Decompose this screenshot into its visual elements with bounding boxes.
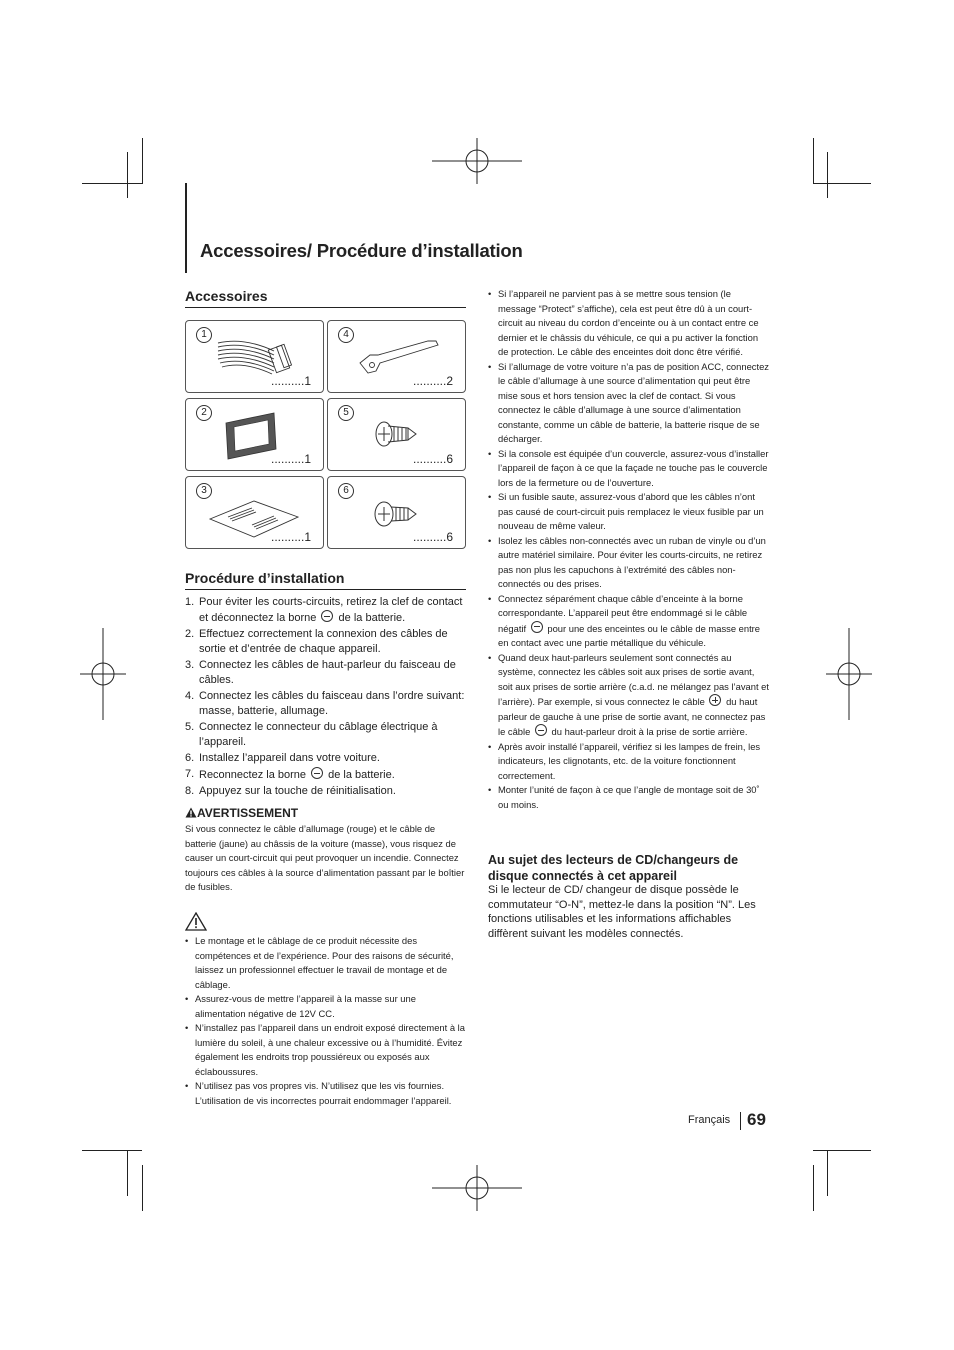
warning-triangle-icon xyxy=(185,807,197,818)
accessory-item-2 xyxy=(185,398,324,471)
footer-separator xyxy=(740,1112,741,1130)
accessory-item-1 xyxy=(185,320,324,393)
installation-notes-list xyxy=(488,287,770,812)
flat-head-screw-icon xyxy=(372,417,422,451)
page-title: Accessoires/ Procédure d’installation xyxy=(200,240,523,261)
minus-terminal-icon xyxy=(321,610,333,622)
footer-language: Français xyxy=(688,1114,731,1126)
item-number: 5 xyxy=(338,405,354,421)
minus-terminal-icon xyxy=(531,621,543,633)
item-quantity: ..........6 xyxy=(412,452,453,466)
note-item: • Connectez séparément chaque câble d’enceinte à la borne correspondante. L’appareil peut être endommagé si le câble négatif pour une des enceintes ou le câble de masse entre en contact avec une partie métallique du véhicule. xyxy=(488,592,770,651)
item-quantity: ..........1 xyxy=(270,452,311,466)
caution-item: • N’utilisez pas vos propres vis. N’utilisez que les vis fournies. L’utilisation de vis incorrectes pourrait endommager l’appareil. xyxy=(185,1079,467,1108)
step-item: 5. Connectez le connecteur du câblage électrique à l’appareil. xyxy=(185,721,438,748)
accessory-item-4 xyxy=(327,320,466,393)
note-item: • Si l’appareil ne parvient pas à se mettre sous tension (le message “Protect” s’affiche), cela est peut être dû à un court-circuit au niveau du cordon d’enceinte ou à un contact entre ce dernier et le châssis du véhicule, ce qui a pu activer la fonction de protection. Le câble des enceintes doit donc être vérifié. xyxy=(488,287,770,360)
note-item: • Si un fusible saute, assurez-vous d’abord que les câbles n’ont pas causé de court-circuit puis remplacez le vieux fusible par un nouveau de même valeur. xyxy=(488,490,770,534)
registration-mark-top xyxy=(430,138,524,184)
caution-item: • Le montage et le câblage de ce produit nécessite des compétences et de l’expérience. Pour des raisons de sécurité, laissez un professionnel effectuer le travail de montage et de câblage. xyxy=(185,934,467,992)
warning-heading: AVERTISSEMENT xyxy=(185,806,298,820)
accessories-heading: Accessoires xyxy=(185,288,268,304)
accessory-item-3 xyxy=(185,476,324,549)
step-item: 4. Connectez les câbles du faisceau dans l’ordre suivant: masse, batterie, allumage. xyxy=(185,690,465,717)
item-number: 6 xyxy=(338,483,354,499)
installation-steps xyxy=(185,595,470,800)
accessory-item-5 xyxy=(327,398,466,471)
caution-triangle-icon xyxy=(185,912,207,931)
installation-rule xyxy=(185,589,466,590)
cd-changer-heading: Au sujet des lecteurs de CD/changeurs de disque connectés à cet appareil xyxy=(488,853,739,883)
registration-mark-bottom xyxy=(430,1165,524,1211)
note-item: • Isolez les câbles non-connectés avec un ruban de vinyle ou d’un autre matériel similaire. Pour éviter les courts-circuits, ne retirez pas non plus les capuchons à l’extrémité des câbles non-connectés ou des prises. xyxy=(488,534,770,592)
item-number: 4 xyxy=(338,327,354,343)
item-quantity: ..........1 xyxy=(270,530,311,544)
page-number: 69 xyxy=(747,1110,766,1129)
round-head-screw-icon xyxy=(372,497,422,531)
minus-terminal-icon xyxy=(535,724,547,736)
step-item: 6. Installez l’appareil dans votre voiture. xyxy=(185,752,380,764)
minus-terminal-icon xyxy=(311,767,323,779)
item-quantity: ..........1 xyxy=(270,374,311,388)
note-item: • Quand deux haut-parleurs seulement sont connectés au système, connectez les câbles soit aux prises de sortie avant, soit aux prises de sortie arrière (c.a.d. ne mélangez pas l’avant et l’arrière). Par exemple, si vous connectez le câble du haut parleur de gauche à une prise de sortie avant, ne connectez pas le câble du haut-parleur droit à la prise de sortie arrière. xyxy=(488,651,770,740)
caution-item: • Assurez-vous de mettre l’appareil à la masse sur une alimentation négative de 12V CC. xyxy=(185,992,467,1021)
accessories-rule xyxy=(185,307,466,308)
step-item: 8. Appuyez sur la touche de réinitialisation. xyxy=(185,785,396,797)
item-number: 1 xyxy=(196,327,212,343)
installation-heading: Procédure d’installation xyxy=(185,570,345,586)
cd-changer-text: Si le lecteur de CD/ changeur de disque possède le commutateur “O-N”, mettez-le dans la position “N”. Les fonctions utilisables et les informations affichables diffèrent suivant les modèles connectés. xyxy=(488,884,756,940)
margin-rule xyxy=(185,183,187,273)
warning-text: Si vous connectez le câble d’allumage (rouge) et le câble de batterie (jaune) au châssis de la voiture (masse), vous risquez de causer un court-circuit qui peut provoquer un incendie. Connectez toujours ces câbles à la source d’alimentation passant par le boîtier de fusibles. xyxy=(185,823,465,892)
registration-mark-right xyxy=(826,628,872,720)
item-number: 3 xyxy=(196,483,212,499)
step-item: 1. Pour éviter les courts-circuits, retirez la clef de contact et déconnectez la borne de la batterie. xyxy=(185,596,463,624)
item-number: 2 xyxy=(196,405,212,421)
item-quantity: ..........6 xyxy=(412,530,453,544)
note-item: • Monter l’unité de façon à ce que l’angle de montage soit de 30˚ ou moins. xyxy=(488,783,770,812)
plus-terminal-icon xyxy=(709,694,721,706)
note-item: • Si l’allumage de votre voiture n’a pas de position ACC, connectez le câble d’allumage à une source d’alimentation qui peut être mise sous et hors tension avec la clef de contact. Si vous connectez le câble d’allumage à une source d’alimentation constante, comme un câble de batterie, la batterie risque de se décharger. xyxy=(488,360,770,447)
note-item: • Si la console est équipée d’un couvercle, assurez-vous d’installer l’appareil de façon à ce que la façade ne touche pas le couvercle lors de la fermeture ou de l’ouverture. xyxy=(488,447,770,491)
caution-list xyxy=(185,934,467,1108)
step-item: 7. Reconnectez la borne de la batterie. xyxy=(185,768,395,781)
item-quantity: ..........2 xyxy=(412,374,453,388)
step-item: 3. Connectez les câbles de haut-parleur du faisceau de câbles. xyxy=(185,659,456,686)
accessory-item-6 xyxy=(327,476,466,549)
note-item: • Après avoir installé l’appareil, vérifiez si les lampes de frein, les indicateurs, les clignotants, etc. de la voiture fonctionnent correctement. xyxy=(488,740,770,784)
removal-key-icon xyxy=(356,333,446,378)
registration-mark-left xyxy=(80,628,126,720)
wiring-harness-icon xyxy=(214,329,296,379)
caution-item: • N’installez pas l’appareil dans un endroit exposé directement à la lumière du soleil, à une chaleur excessive ou à l’humidité. Évitez également les endroits trop poussiéreux ou exposés aux éclaboussures. xyxy=(185,1021,467,1079)
step-item: 2. Effectuez correctement la connexion des câbles de sortie et d’entrée de chaque appareil. xyxy=(185,628,448,655)
